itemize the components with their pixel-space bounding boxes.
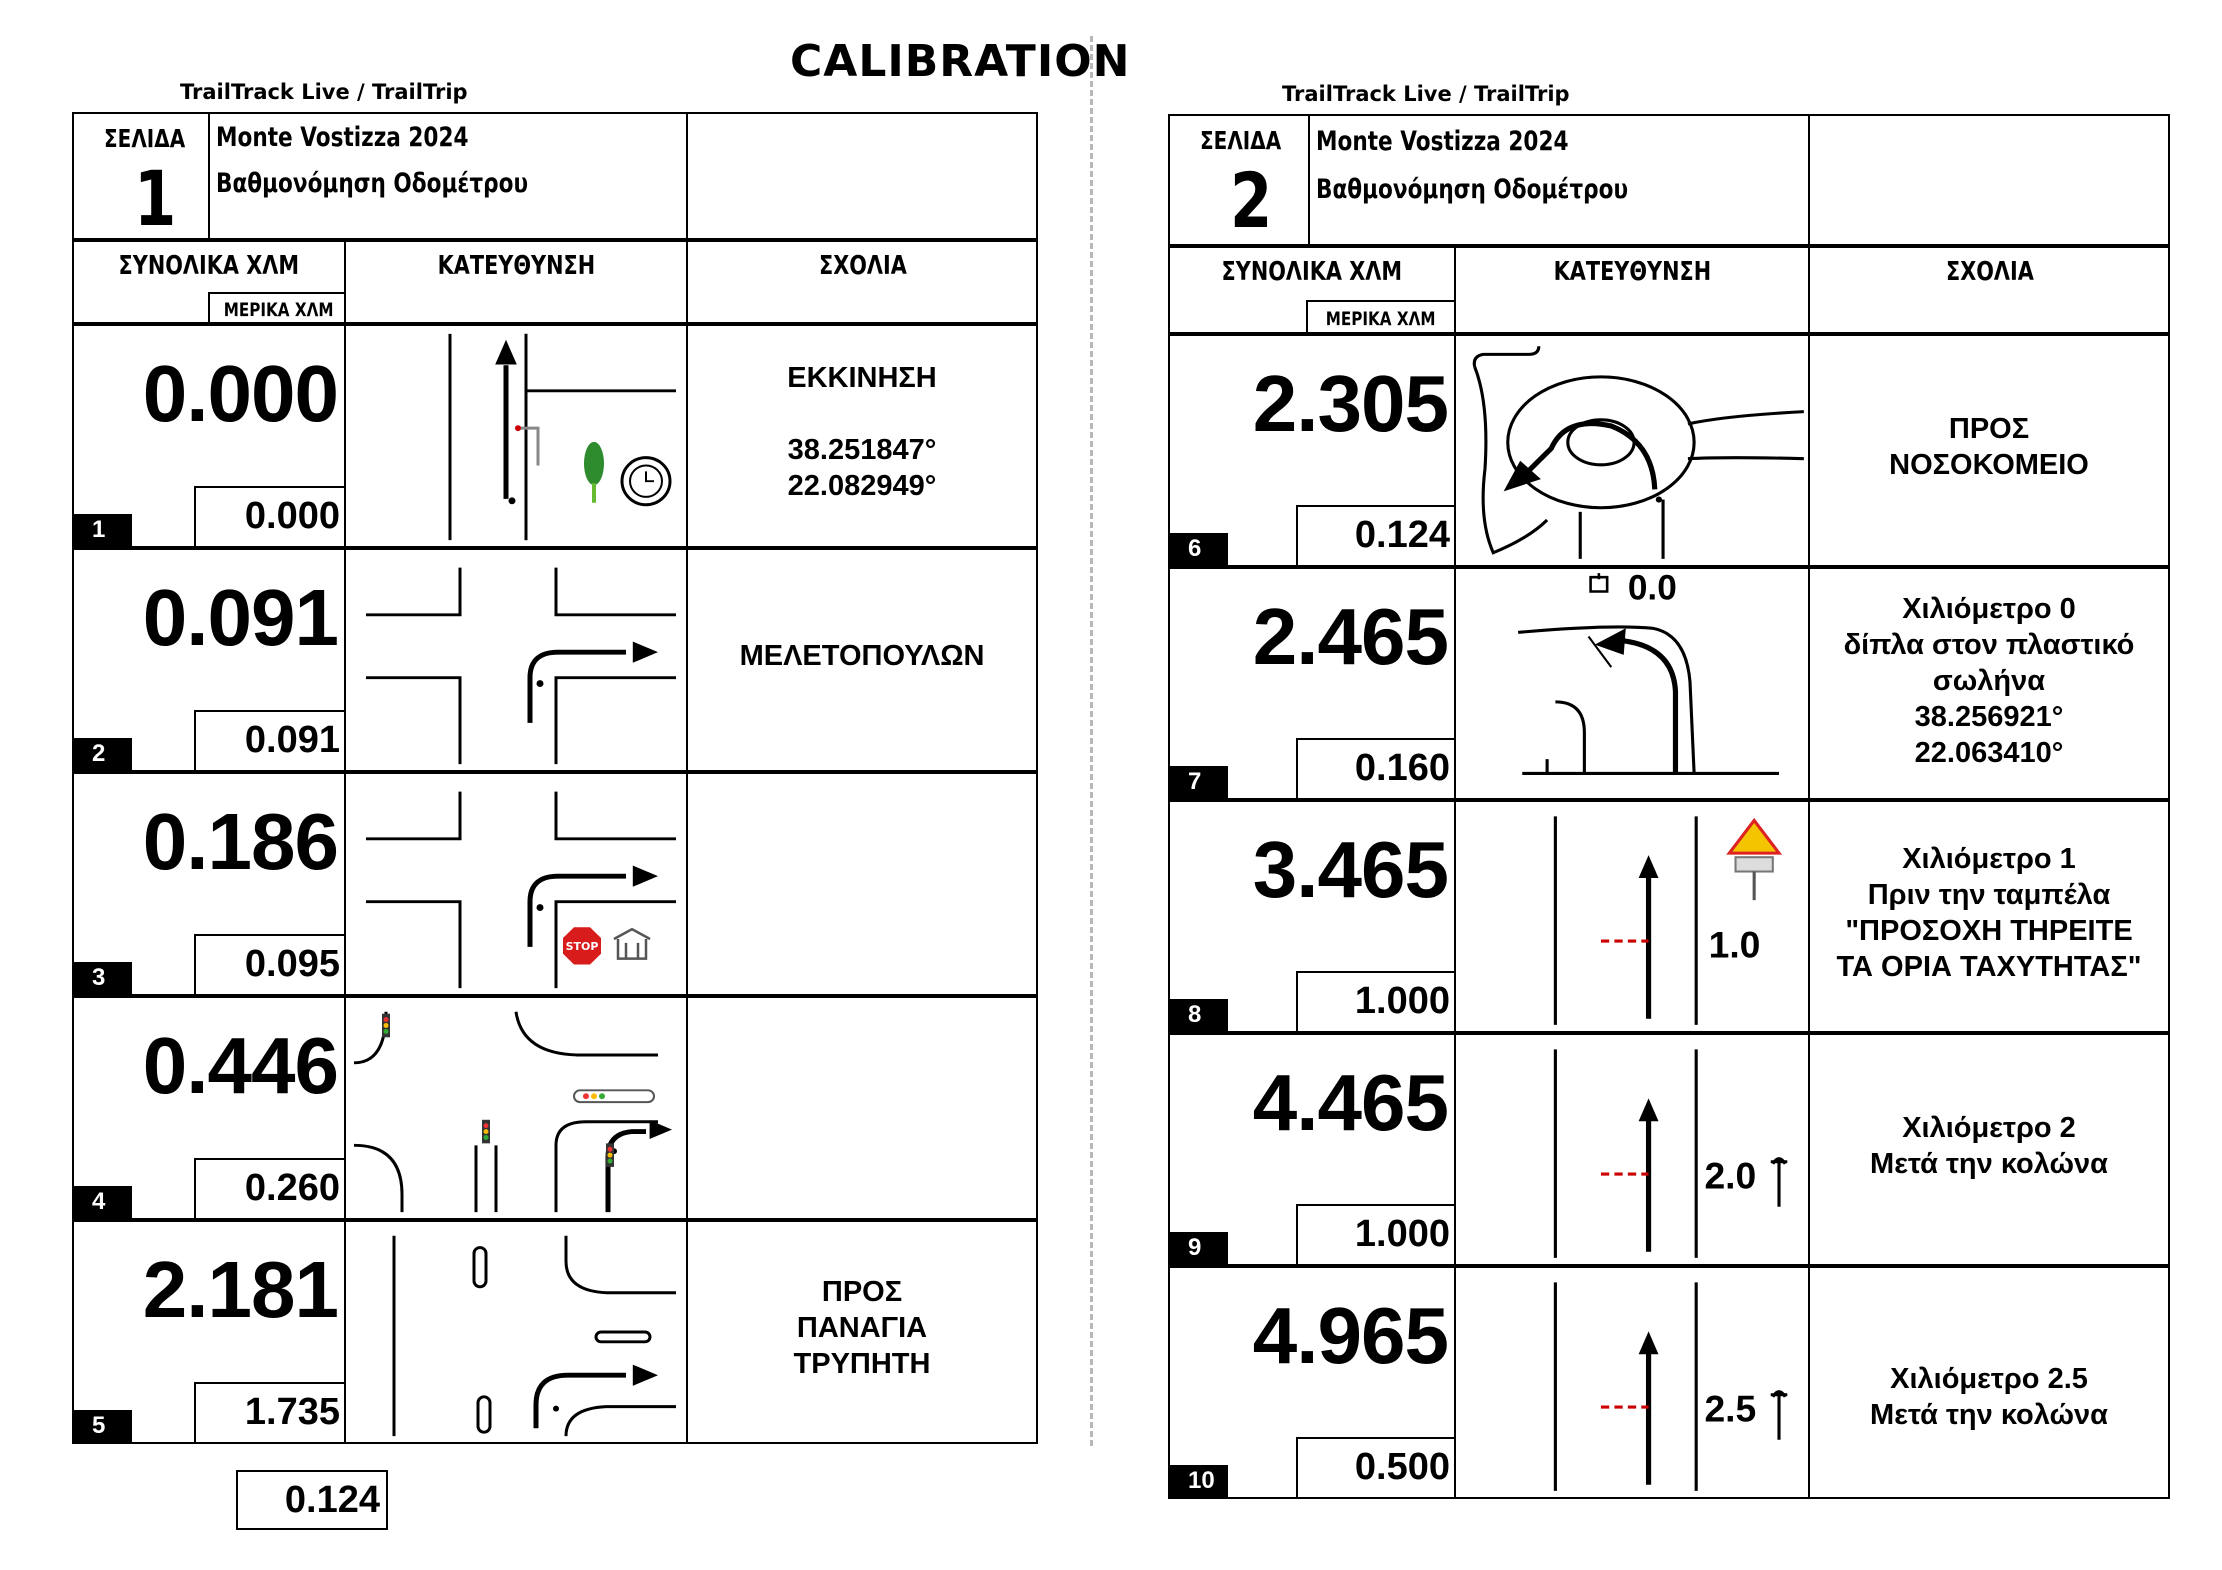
- roadbook-row: [1168, 567, 2170, 800]
- start-straight-icon: [346, 326, 686, 546]
- comment-line: Μετά την κολώνα: [1870, 1147, 2108, 1180]
- comment-cell: [688, 1274, 1036, 1498]
- partial-distance: 0.500: [1296, 1437, 1454, 1497]
- straight-warning-sign-icon: [1456, 802, 1808, 1031]
- total-distance: 0.091: [142, 573, 338, 662]
- comment-line: ΠΡΟΣ: [1948, 412, 2030, 445]
- page-header: [72, 112, 1038, 243]
- partial-distance: 1.735: [194, 1382, 344, 1442]
- comment-line: Χιλιόμετρο 1: [1902, 842, 2076, 875]
- row-number-badge: 3: [74, 962, 132, 994]
- comment-line: ΝΟΣΟΚΟΜΕΙΟ: [1889, 448, 2089, 481]
- total-distance: 2.181: [142, 1245, 338, 1334]
- footer-partial-box: 0.124: [236, 1470, 388, 1530]
- partial-distance: 0.124: [1296, 505, 1454, 565]
- row-number-badge: 5: [74, 1410, 132, 1442]
- column-direction: ΚΑΤΕΥΘΥΝΣΗ: [437, 251, 595, 281]
- row-number-badge: 6: [1170, 533, 1228, 565]
- comment-cell: [1810, 1325, 2168, 1558]
- turn-right-icon: [346, 550, 686, 770]
- total-distance: 3.465: [1252, 825, 1448, 914]
- comment-line: "ΠΡΟΣΟΧΗ ΤΗΡΕΙΤΕ: [1845, 914, 2133, 947]
- row-number-badge: 2: [74, 738, 132, 770]
- total-distance: 2.305: [1252, 359, 1448, 448]
- comment-line: Χιλιόμετρο 0: [1902, 593, 2076, 625]
- straight-pole-icon: [1456, 1268, 1808, 1497]
- turn-right-island-icon: [346, 1222, 686, 1442]
- svg-text:1.0: 1.0: [1708, 923, 1761, 966]
- column-comments: ΣΧΟΛΙΑ: [819, 251, 907, 281]
- total-distance: 2.465: [1252, 592, 1448, 681]
- total-distance: 0.000: [142, 349, 338, 438]
- roadbook-row: [1168, 334, 2170, 567]
- comment-line: ΠΡΟΣ: [821, 1276, 903, 1308]
- event-name: Monte Vostizza 2024: [216, 122, 469, 153]
- comment-line: σωλήνα: [1932, 665, 2046, 697]
- comment-line: Πριν την ταμπέλα: [1867, 878, 2111, 911]
- column-partial-km: ΜΕΡΙΚΑ ΧΛΜ: [1326, 308, 1436, 330]
- svg-text:2.0: 2.0: [1704, 1154, 1757, 1197]
- column-total-km: ΣΥΝΟΛΙΚΑ ΧΛΜ: [1221, 257, 1403, 287]
- partial-distance: 0.095: [194, 934, 344, 994]
- comment-line: ΠΑΝΑΓΙΑ: [796, 1312, 928, 1344]
- column-direction: ΚΑΤΕΥΘΥΝΣΗ: [1553, 257, 1711, 287]
- comment-line: 22.063410°: [1914, 737, 2064, 769]
- total-distance: 0.186: [142, 797, 338, 886]
- partial-distance: 0.260: [194, 1158, 344, 1218]
- column-partial-km: ΜΕΡΙΚΑ ΧΛΜ: [223, 299, 334, 321]
- svg-text:STOP: STOP: [565, 939, 599, 953]
- svg-text:0.0: 0.0: [1627, 569, 1677, 608]
- column-header-row: [72, 240, 1038, 324]
- roadbook-row: [72, 548, 1038, 772]
- comment-cell: [1810, 591, 2168, 824]
- comment-line: 22.082949°: [787, 470, 937, 502]
- comment-line: ΜΕΛΕΤΟΠΟΥΛΩΝ: [739, 640, 985, 672]
- comment-line: ΤΑ ΟΡΙΑ ΤΑΧΥΤΗΤΑΣ": [1836, 950, 2142, 983]
- total-distance: 4.465: [1252, 1058, 1448, 1147]
- page-label: ΣΕΛΙΔΑ: [104, 124, 186, 153]
- total-distance: 4.965: [1252, 1291, 1448, 1380]
- partial-distance: 1.000: [1296, 1204, 1454, 1264]
- page-divider: [1090, 36, 1093, 1446]
- roundabout-icon: [1456, 336, 1808, 565]
- document-title: CALIBRATION: [790, 36, 1131, 87]
- roadbook-row: [72, 324, 1038, 548]
- partial-distance: 0.091: [194, 710, 344, 770]
- comment-line: δίπλα στον πλαστικό: [1843, 629, 2135, 661]
- row-number-badge: 8: [1170, 999, 1228, 1031]
- svg-text:2.5: 2.5: [1704, 1387, 1757, 1430]
- straight-pole-icon: [1456, 1035, 1808, 1264]
- partial-distance: 1.000: [1296, 971, 1454, 1031]
- odometer-reset-left-icon: [1456, 569, 1808, 798]
- row-number-badge: 7: [1170, 766, 1228, 798]
- row-number-badge: 4: [74, 1186, 132, 1218]
- row-number-badge: 9: [1170, 1232, 1228, 1264]
- comment-line: Χιλιόμετρο 2: [1902, 1111, 2076, 1144]
- roadbook-row: [1168, 800, 2170, 1033]
- partial-distance: 0.000: [194, 486, 344, 546]
- row-number-badge: 10: [1170, 1465, 1228, 1497]
- row-number-badge: 1: [74, 514, 132, 546]
- comment-line: 38.251847°: [787, 434, 937, 466]
- page-header: [1168, 114, 2170, 246]
- comment-line: ΕΚΚΙΝΗΣΗ: [787, 362, 937, 394]
- partial-distance: 0.160: [1296, 738, 1454, 798]
- roadbook-row: [72, 772, 1038, 996]
- comment-line: Χιλιόμετρο 2.5: [1890, 1362, 2088, 1395]
- brand-label: TrailTrack Live / TrailTrip: [180, 80, 468, 104]
- turn-right-stop-icon: [346, 774, 686, 994]
- total-distance: 0.446: [142, 1021, 338, 1110]
- page-number: 1: [134, 154, 177, 243]
- page-number: 2: [1230, 156, 1273, 245]
- event-subtitle: Βαθμονόμηση Οδομέτρου: [1316, 174, 1629, 205]
- roadbook-row: [72, 1220, 1038, 1444]
- page-label: ΣΕΛΙΔΑ: [1200, 126, 1282, 155]
- comment-line: 38.256921°: [1914, 701, 2064, 733]
- traffic-light-turn-right-icon: [346, 998, 686, 1218]
- column-total-km: ΣΥΝΟΛΙΚΑ ΧΛΜ: [118, 251, 300, 281]
- comment-line: ΤΡΥΠΗΤΗ: [793, 1348, 931, 1380]
- roadbook-row: [72, 996, 1038, 1220]
- column-comments: ΣΧΟΛΙΑ: [1946, 257, 2034, 287]
- event-subtitle: Βαθμονόμηση Οδομέτρου: [216, 168, 529, 199]
- roadbook-row: [1168, 1266, 2170, 1499]
- roadbook-row: [1168, 1033, 2170, 1266]
- comment-line: Μετά την κολώνα: [1870, 1398, 2108, 1431]
- column-header-row: [1168, 246, 2170, 334]
- event-name: Monte Vostizza 2024: [1316, 126, 1569, 157]
- brand-label: TrailTrack Live / TrailTrip: [1282, 82, 1570, 106]
